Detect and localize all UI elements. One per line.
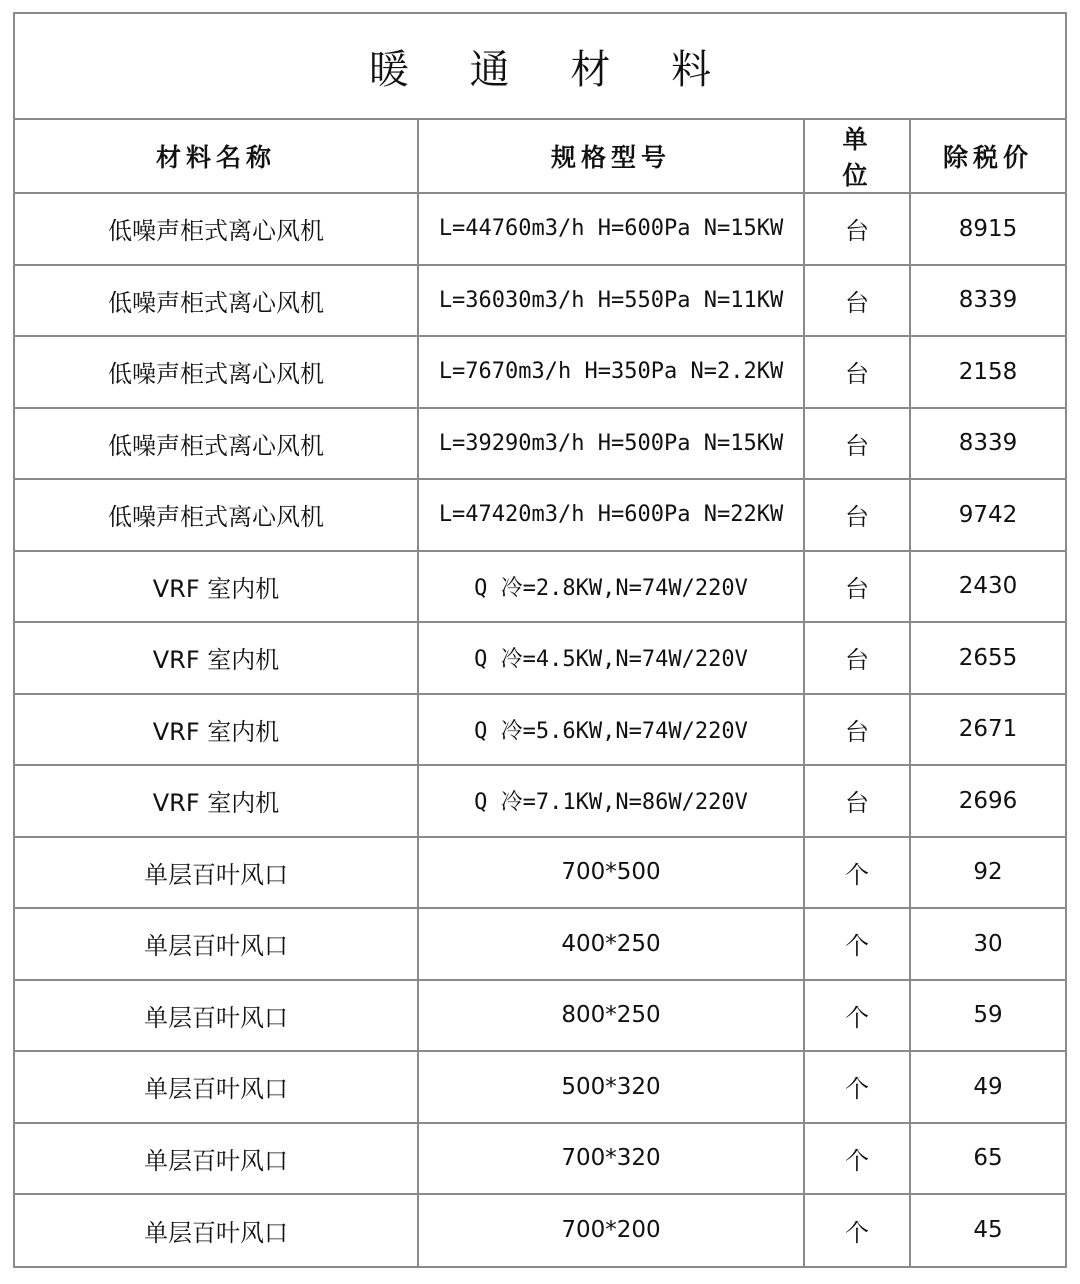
materials-table <box>15 120 1065 1266</box>
cell-name: 单层百叶风口 <box>15 980 418 1052</box>
cell-unit: 台 <box>804 765 910 837</box>
cell-spec: Q 冷=2.8KW,N=74W/220V <box>418 551 804 623</box>
cell-unit: 台 <box>804 479 910 551</box>
table-row <box>15 1123 1065 1195</box>
column-header-unit: 单 位 <box>804 120 910 193</box>
cell-name: 低噪声柜式离心风机 <box>15 408 418 480</box>
cell-unit: 台 <box>804 694 910 766</box>
table-row <box>15 265 1065 337</box>
cell-spec: Q 冷=4.5KW,N=74W/220V <box>418 622 804 694</box>
column-header-price: 除税价 <box>910 120 1065 193</box>
table-row <box>15 336 1065 408</box>
header-row <box>15 120 1065 193</box>
cell-price: 45 <box>910 1194 1065 1266</box>
cell-price: 2430 <box>910 551 1065 623</box>
cell-unit: 个 <box>804 1123 910 1195</box>
cell-name: 低噪声柜式离心风机 <box>15 336 418 408</box>
cell-price: 8339 <box>910 265 1065 337</box>
cell-price: 49 <box>910 1051 1065 1123</box>
table-row <box>15 551 1065 623</box>
cell-price: 8339 <box>910 408 1065 480</box>
cell-price: 65 <box>910 1123 1065 1195</box>
table-row <box>15 193 1065 265</box>
cell-unit: 个 <box>804 1051 910 1123</box>
table-row <box>15 479 1065 551</box>
table-row <box>15 622 1065 694</box>
cell-price: 92 <box>910 837 1065 909</box>
table-row <box>15 1051 1065 1123</box>
cell-name: 低噪声柜式离心风机 <box>15 479 418 551</box>
cell-unit: 台 <box>804 193 910 265</box>
cell-unit: 个 <box>804 980 910 1052</box>
cell-name: VRF 室内机 <box>15 694 418 766</box>
cell-unit: 个 <box>804 837 910 909</box>
cell-spec: Q 冷=5.6KW,N=74W/220V <box>418 694 804 766</box>
materials-price-sheet <box>13 12 1067 1268</box>
cell-name: 低噪声柜式离心风机 <box>15 193 418 265</box>
cell-unit: 台 <box>804 336 910 408</box>
cell-price: 2671 <box>910 694 1065 766</box>
cell-price: 2655 <box>910 622 1065 694</box>
cell-spec: L=47420m3/h H=600Pa N=22KW <box>418 479 804 551</box>
cell-name: 单层百叶风口 <box>15 1051 418 1123</box>
cell-spec: 500*320 <box>418 1051 804 1123</box>
cell-spec: L=39290m3/h H=500Pa N=15KW <box>418 408 804 480</box>
cell-spec: L=7670m3/h H=350Pa N=2.2KW <box>418 336 804 408</box>
table-row <box>15 408 1065 480</box>
cell-unit: 个 <box>804 1194 910 1266</box>
table-row <box>15 908 1065 980</box>
table-row <box>15 765 1065 837</box>
cell-name: 单层百叶风口 <box>15 837 418 909</box>
cell-unit: 台 <box>804 551 910 623</box>
cell-name: 单层百叶风口 <box>15 1194 418 1266</box>
column-header-name: 材料名称 <box>15 120 418 193</box>
cell-price: 2158 <box>910 336 1065 408</box>
table-row <box>15 694 1065 766</box>
cell-price: 8915 <box>910 193 1065 265</box>
cell-spec: L=44760m3/h H=600Pa N=15KW <box>418 193 804 265</box>
cell-spec: 700*320 <box>418 1123 804 1195</box>
cell-price: 30 <box>910 908 1065 980</box>
cell-name: VRF 室内机 <box>15 765 418 837</box>
cell-unit: 个 <box>804 908 910 980</box>
cell-name: VRF 室内机 <box>15 622 418 694</box>
cell-price: 2696 <box>910 765 1065 837</box>
cell-spec: 700*200 <box>418 1194 804 1266</box>
table-row <box>15 1194 1065 1266</box>
table-row <box>15 980 1065 1052</box>
cell-unit: 台 <box>804 408 910 480</box>
cell-unit: 台 <box>804 265 910 337</box>
cell-spec: Q 冷=7.1KW,N=86W/220V <box>418 765 804 837</box>
cell-name: 单层百叶风口 <box>15 908 418 980</box>
cell-unit: 台 <box>804 622 910 694</box>
cell-price: 59 <box>910 980 1065 1052</box>
cell-name: VRF 室内机 <box>15 551 418 623</box>
cell-name: 低噪声柜式离心风机 <box>15 265 418 337</box>
cell-spec: 400*250 <box>418 908 804 980</box>
sheet-title: 暖 通 材 料 <box>368 46 736 93</box>
table-row <box>15 837 1065 909</box>
cell-name: 单层百叶风口 <box>15 1123 418 1195</box>
title-row <box>15 14 1065 120</box>
cell-price: 9742 <box>910 479 1065 551</box>
cell-spec: 700*500 <box>418 837 804 909</box>
cell-spec: 800*250 <box>418 980 804 1052</box>
cell-spec: L=36030m3/h H=550Pa N=11KW <box>418 265 804 337</box>
column-header-spec: 规格型号 <box>418 120 804 193</box>
